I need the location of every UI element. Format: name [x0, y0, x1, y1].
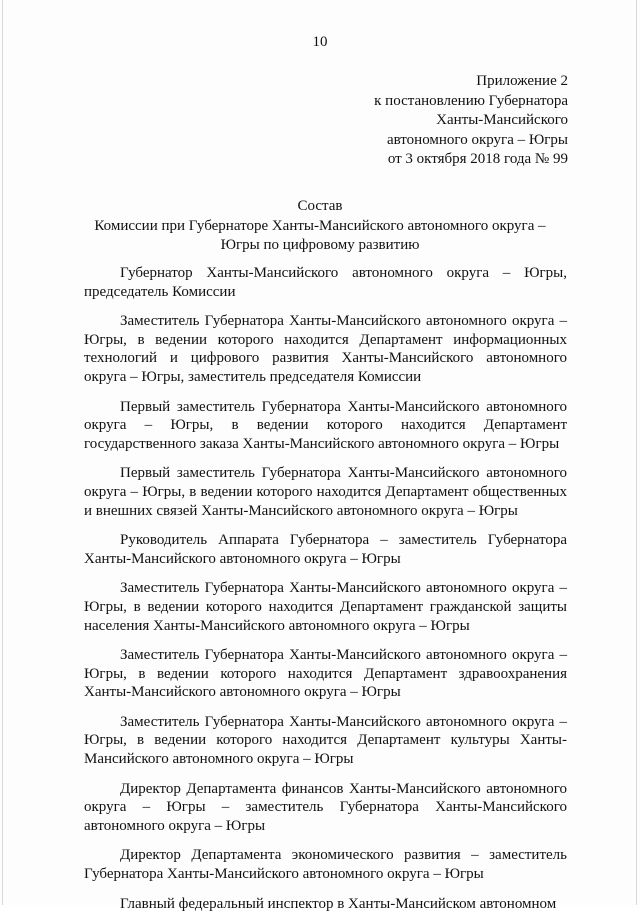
page-number: 10: [312, 34, 328, 50]
annex-line: Ханты-Мансийского: [436, 112, 568, 128]
member-paragraph: Губернатор Ханты-Мансийского автономного округа – Югры, председатель Комиссии: [84, 265, 567, 300]
member-paragraph: Главный федеральный инспектор в Ханты-Мансийском автономном: [120, 895, 557, 912]
members-list: [84, 264, 567, 913]
member-paragraph: Заместитель Губернатора Ханты-Мансийского автономного округа – Югры, в ведении которого находится Департамент гражданской защиты населения Ханты-Мансийского автономного округа – Югры: [84, 580, 567, 634]
member-paragraph: Заместитель Губернатора Ханты-Мансийского автономного округа – Югры, в ведении которого находится Департамент здравоохранения Ханты-Мансийского автономного округа – Югры: [84, 647, 567, 701]
member-paragraph: Заместитель Губернатора Ханты-Мансийского автономного округа – Югры, в ведении которого находится Департамент информационных технологий и цифрового развития Ханты-Мансийского автономного округа – Югры, заместитель председателя Комиссии: [84, 313, 567, 385]
member-paragraph: Директор Департамента финансов Ханты-Мансийского автономного округа – Югры – заместитель Губернатора Ханты-Мансийского автономного округа – Югры: [84, 780, 567, 834]
heading-subtitle-line: Югры по цифровому развитию: [220, 237, 420, 253]
annex-block: [308, 72, 568, 170]
annex-line: к постановлению Губернатора: [374, 92, 568, 109]
member-paragraph: Первый заместитель Губернатора Ханты-Мансийского автономного округа – Югры, в ведении которого находится Департамент общественных и внешних связей Ханты-Мансийского автономного округа – Югры: [84, 465, 567, 519]
annex-line: Приложение 2: [476, 73, 568, 89]
member-paragraph: Руководитель Аппарата Губернатора – заместитель Губернатора Ханты-Мансийского автономного округа – Югры: [84, 532, 567, 567]
heading-title: Состав: [297, 198, 343, 214]
annex-line: от 3 октября 2018 года № 99: [387, 151, 568, 167]
heading-subtitle-line: Комиссии при Губернаторе Ханты-Мансийского автономного округа –: [94, 217, 546, 234]
member-paragraph: Первый заместитель Губернатора Ханты-Мансийского автономного округа – Югры, в ведении которого находится Департамент государственного заказа Ханты-Мансийского автономного округа – Югры: [84, 398, 567, 452]
annex-line: автономного округа – Югры: [386, 131, 568, 148]
page-edge: [2, 0, 3, 905]
member-paragraph: Заместитель Губернатора Ханты-Мансийского автономного округа – Югры, в ведении которого находится Департамент культуры Ханты-Мансийского автономного округа – Югры: [84, 713, 567, 768]
page-edge: [636, 0, 637, 905]
member-paragraph: Директор Департамента экономического развития – заместитель Губернатора Ханты-Мансийского автономного округа – Югры: [84, 847, 567, 883]
document-heading: [60, 197, 580, 256]
